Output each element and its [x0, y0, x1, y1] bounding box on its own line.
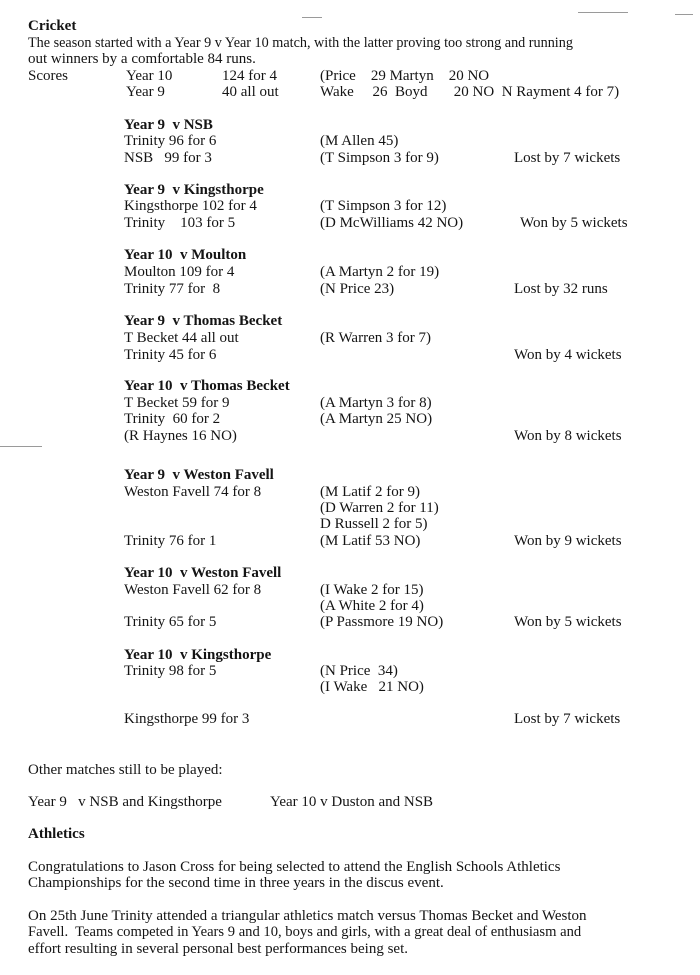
bowling-batting-figures: (I Wake 21 NO) — [320, 679, 424, 695]
athletics-paragraph-line: Championships for the second time in three years in the discus event. — [28, 875, 444, 891]
bowling-batting-figures: (M Latif 53 NO) — [320, 533, 421, 549]
bowling-batting-figures: (N Price 34) — [320, 663, 398, 679]
scores-label: Scores — [28, 68, 68, 84]
scan-mark — [302, 17, 322, 18]
team-score: Trinity 98 for 5 — [124, 663, 217, 679]
bowling-batting-figures: (A White 2 for 4) — [320, 598, 424, 614]
scan-mark — [675, 14, 693, 15]
match-result: Lost by 7 wickets — [514, 150, 621, 166]
match-title: Year 10 v Weston Favell — [124, 565, 282, 581]
bowling-batting-figures: (M Latif 2 for 9) — [320, 484, 420, 500]
scan-mark — [578, 12, 628, 13]
scan-mark — [0, 446, 42, 447]
team-score: Weston Favell 62 for 8 — [124, 582, 262, 598]
team-score: Trinity 103 for 5 — [124, 215, 236, 231]
team-score: NSB 99 for 3 — [124, 150, 212, 166]
opening-team: Year 9 — [126, 84, 165, 100]
opening-team: Year 10 — [126, 68, 173, 84]
bowling-batting-figures: (T Simpson 3 for 9) — [320, 150, 439, 166]
bowling-batting-figures: (A Martyn 3 for 8) — [320, 395, 432, 411]
bowling-batting-figures: (D Warren 2 for 11) — [320, 500, 439, 516]
cricket-intro-line: out winners by a comfortable 84 runs. — [28, 51, 256, 67]
team-score: Moulton 109 for 4 — [124, 264, 235, 280]
bowling-batting-figures: (A Martyn 25 NO) — [320, 411, 433, 427]
opening-score: 124 for 4 — [222, 68, 277, 84]
other-matches-year10: Year 10 v Duston and NSB — [270, 794, 434, 810]
bowling-batting-figures: (D McWilliams 42 NO) — [320, 215, 464, 231]
match-title: Year 9 v NSB — [124, 117, 213, 133]
bowling-batting-figures: (M Allen 45) — [320, 133, 399, 149]
team-score: T Becket 44 all out — [124, 330, 239, 346]
athletics-heading: Athletics — [28, 826, 85, 842]
team-score: Trinity 60 for 2 — [124, 411, 221, 427]
cricket-heading: Cricket — [28, 18, 77, 34]
team-score: Trinity 65 for 5 — [124, 614, 217, 630]
team-score: Trinity 45 for 6 — [124, 347, 217, 363]
match-title: Year 9 v Weston Favell — [124, 467, 274, 483]
team-score: Weston Favell 74 for 8 — [124, 484, 262, 500]
team-score: T Becket 59 for 9 — [124, 395, 230, 411]
match-title: Year 10 v Kingsthorpe — [124, 647, 272, 663]
match-title: Year 9 v Kingsthorpe — [124, 182, 264, 198]
match-title: Year 9 v Thomas Becket — [124, 313, 283, 329]
match-result: Won by 4 wickets — [514, 347, 622, 363]
team-score: Kingsthorpe 102 for 4 — [124, 198, 257, 214]
team-score: Trinity 76 for 1 — [124, 533, 217, 549]
match-result: Won by 9 wickets — [514, 533, 622, 549]
athletics-paragraph-line: effort resulting in several personal best performances being set. — [28, 941, 409, 957]
opening-detail: Wake 26 Boyd 20 NO N Rayment 4 for 7) — [320, 84, 620, 100]
other-matches-label: Other matches still to be played: — [28, 762, 223, 778]
bowling-batting-figures: (I Wake 2 for 15) — [320, 582, 424, 598]
bowling-batting-figures: (A Martyn 2 for 19) — [320, 264, 440, 280]
bowling-batting-figures: D Russell 2 for 5) — [320, 516, 428, 532]
bowling-batting-figures: (R Warren 3 for 7) — [320, 330, 431, 346]
athletics-paragraph-line: Favell. Teams competed in Years 9 and 10, boys and girls, with a great deal of enthusiasm and — [28, 924, 582, 940]
cricket-intro-line: The season started with a Year 9 v Year 10 match, with the latter proving too strong and running — [28, 35, 573, 51]
match-result: Won by 5 wickets — [514, 614, 622, 630]
match-title: Year 10 v Moulton — [124, 247, 247, 263]
match-result: Lost by 32 runs — [514, 281, 608, 297]
match-result: Won by 5 wickets — [520, 215, 628, 231]
bowling-batting-figures: (N Price 23) — [320, 281, 395, 297]
opening-detail: (Price 29 Martyn 20 NO — [320, 68, 490, 84]
bowling-batting-figures: (T Simpson 3 for 12) — [320, 198, 447, 214]
team-score: (R Haynes 16 NO) — [124, 428, 237, 444]
team-score: Trinity 96 for 6 — [124, 133, 217, 149]
match-result: Lost by 7 wickets — [514, 711, 621, 727]
match-title: Year 10 v Thomas Becket — [124, 378, 290, 394]
opening-score: 40 all out — [222, 84, 279, 100]
team-score: Trinity 77 for 8 — [124, 281, 221, 297]
other-matches-year9: Year 9 v NSB and Kingsthorpe — [28, 794, 222, 810]
athletics-paragraph-line: On 25th June Trinity attended a triangular athletics match versus Thomas Becket and Weston — [28, 908, 587, 924]
athletics-paragraph-line: Congratulations to Jason Cross for being selected to attend the English Schools Athletics — [28, 859, 561, 875]
team-score: Kingsthorpe 99 for 3 — [124, 711, 250, 727]
match-result: Won by 8 wickets — [514, 428, 622, 444]
bowling-batting-figures: (P Passmore 19 NO) — [320, 614, 444, 630]
